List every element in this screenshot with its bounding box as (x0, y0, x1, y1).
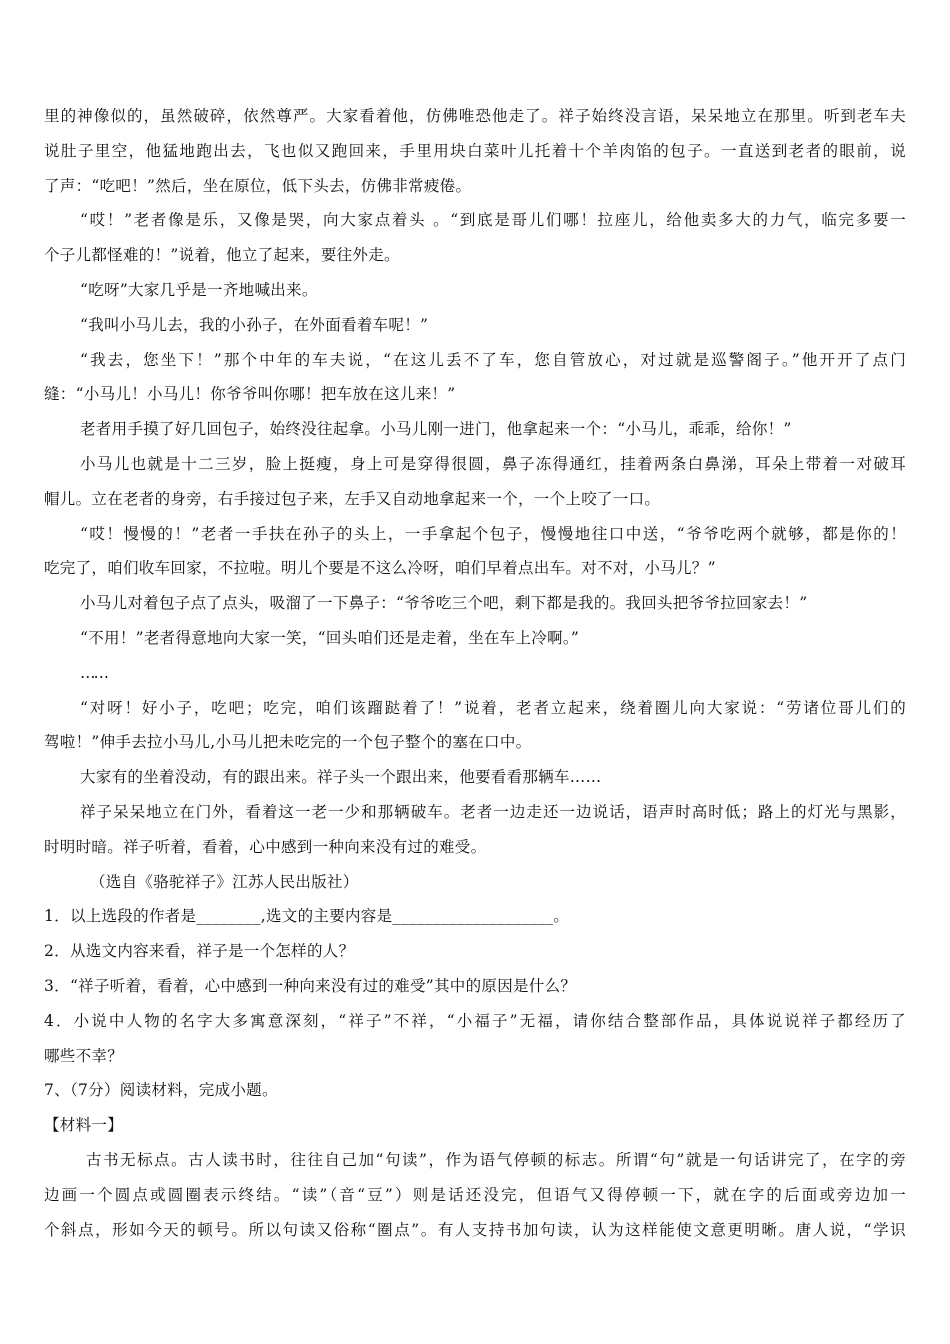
text-line: 小马儿也就是十二三岁，脸上挺瘦，身上可是穿得很圆，鼻子冻得通红，挂着两条白鼻涕，耳朵上带着一对破耳 (80, 454, 906, 473)
text-line: 缝：“小马儿！小马儿！你爷爷叫你哪！把车放在这儿来！” (44, 385, 456, 404)
text-line: 驾啦！”伸手去拉小马儿,小马儿把未吃完的一个包子整个的塞在口中。 (44, 733, 532, 752)
material-label: 【材料一】 (44, 1116, 124, 1135)
question-2: 2．从选文内容来看，祥子是一个怎样的人？ (44, 942, 355, 961)
text-line: “哎！”老者像是乐，又像是哭，向大家点着头 。“到底是哥儿们哪！拉座儿，给他卖多大的力气，临完多要一 (80, 211, 906, 230)
source-citation: （选自《骆驼祥子》江苏人民出版社） (90, 872, 359, 891)
text-line: 边画一个圆点或圆圈表示终结。“读”（音“豆”）则是话还没完，但语气又得停顿一下，就在字的后面或旁边加一 (44, 1185, 906, 1204)
text-line: 时明时暗。祥子听着，看着，心中感到一种向来没有过的难受。 (44, 837, 487, 856)
ellipsis-line: …… (80, 663, 107, 682)
text-line: 个子儿都怪难的！”说着，他立了起来，要往外走。 (44, 246, 400, 265)
text-line: 说肚子里空，他猛地跑出去，飞也似又跑回来，手里用块白菜叶儿托着十个羊肉馅的包子。一直送到老者的眼前，说 (44, 141, 906, 160)
text-line: 古书无标点。古人读书时，往往自己加“句读”，作为语气停顿的标志。所谓“句”就是一句话讲完了，在字的旁 (86, 1150, 906, 1169)
text-line: 了声：“吃吧！”然后，坐在原位，低下头去，仿佛非常疲倦。 (44, 176, 472, 195)
text-line: 帽儿。立在老者的身旁，右手接过包子来，左手又自动地拿起来一个，一个上咬了一口。 (44, 489, 661, 508)
text-line: 吃完了，咱们收车回家，不拉啦。明儿个要是不这么冷呀，咱们早着点出车。对不对，小马儿？” (44, 559, 716, 578)
text-line: “我叫小马儿去，我的小孙子，在外面看着车呢！” (80, 315, 429, 334)
question-1: 1．以上选段的作者是________,选文的主要内容是____________________。 (44, 907, 570, 926)
text-line: “吃呀”大家几乎是一齐地喊出来。 (80, 280, 318, 299)
text-line: 个斜点，形如今天的顿号。所以句读又俗称“圈点”。有人支持书加句读，认为这样能使文意更明晰。唐人说，“学识 (44, 1220, 906, 1239)
text-line: “对呀！好小子，吃吧；吃完，咱们该蹓跶着了！”说着，老者立起来，绕着圈儿向大家说：“劳诸位哥儿们的 (80, 698, 906, 717)
text-line: “不用！”老者得意地向大家一笑，“回头咱们还是走着，坐在车上冷啊。” (80, 628, 580, 647)
text-line: “哎！慢慢的！”老者一手扶在孙子的头上，一手拿起个包子，慢慢地往口中送，“爷爷吃两个就够，都是你的！ (80, 524, 906, 543)
text-line: 老者用手摸了好几回包子，始终没往起拿。小马儿刚一进门，他拿起来一个：“小马儿，乖乖，给你！” (80, 420, 792, 439)
text-line: 祥子呆呆地立在门外，看着这一老一少和那辆破车。老者一边走还一边说话，语声时高时低；路上的灯光与黑影， (80, 802, 906, 821)
text-line: “我去，您坐下！”那个中年的车夫说，“在这儿丢不了车，您自管放心，对过就是巡警阁子。”他开开了点门 (80, 350, 906, 369)
text-line: 小马儿对着包子点了点头，吸溜了一下鼻子：“爷爷吃三个吧，剩下都是我的。我回头把爷爷拉回家去！” (80, 594, 808, 613)
text-line: 里的神像似的，虽然破碎，依然尊严。大家看着他，仿佛唯恐他走了。祥子始终没言语，呆呆地立在那里。听到老车夫 (44, 107, 906, 125)
text-line: 大家有的坐着没动，有的跟出来。祥子头一个跟出来，他要看看那辆车…… (80, 768, 602, 787)
section-heading: 7、（7分）阅读材料，完成小题。 (44, 1081, 278, 1100)
question-4-continued: 哪些不幸？ (44, 1046, 124, 1065)
question-3: 3．“祥子听着，看着，心中感到一种向来没有过的难受”其中的原因是什么？ (44, 976, 577, 995)
question-4: 4．小说中人物的名字大多寓意深刻，“祥子”不祥，“小福子”无福，请你结合整部作品，具体说说祥子都经历了 (44, 1011, 906, 1030)
